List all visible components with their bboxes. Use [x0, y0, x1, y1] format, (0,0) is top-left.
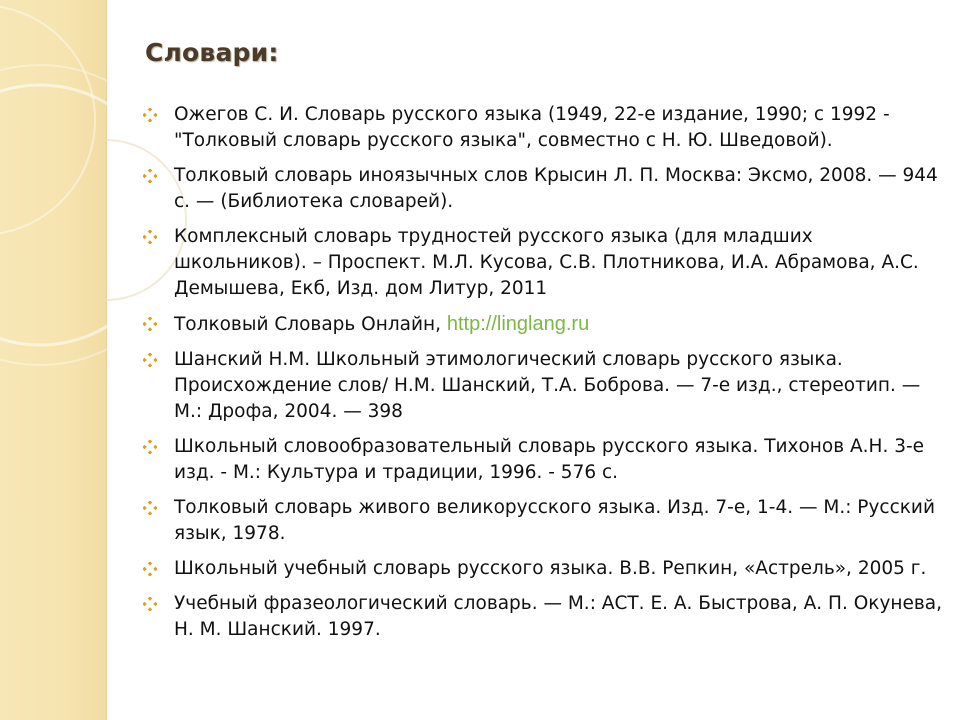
diamond-cluster-icon — [143, 353, 157, 367]
list-item — [143, 495, 943, 547]
list-item-text: Учебный фразеологический словарь. — М.: АСТ. Е. А. Быстрова, А. П. Окунева, Н. М. Шанский. 1997. — [174, 593, 942, 640]
list-item-text: Школьный словообразовательный словарь русского языка. Тихонов А.Н. 3-е изд. - М.: Культура и традиции, 1996. - 576 с. — [174, 436, 925, 483]
diamond-cluster-icon — [143, 597, 157, 611]
list-item — [143, 591, 943, 643]
linglang-link[interactable]: http://linglang.ru — [446, 313, 590, 335]
diamond-cluster-icon — [143, 108, 157, 122]
list-item-text: Шанский Н.М. Школьный этимологический словарь русского языка. Происхождение слов/ Н.М. Шанский, Т.А. Боброва. — 7-е изд., стереотип. — М.: Дрофа, 2004. — 398 — [174, 349, 921, 422]
list-item — [143, 163, 943, 215]
diamond-cluster-icon — [143, 169, 157, 183]
diamond-cluster-icon — [143, 562, 157, 576]
list-item — [143, 102, 943, 154]
slide-title: Словари: — [145, 38, 279, 67]
dictionary-list — [143, 102, 943, 652]
diamond-cluster-icon — [143, 317, 157, 331]
list-item — [143, 347, 943, 425]
list-item — [143, 311, 943, 338]
list-item-text: Комплексный словарь трудностей русского языка (для младших школьников). – Проспект. М.Л. Кусова, С.В. Плотникова, И.А. Абрамова, А.С. Демышева, Екб, Изд. дом Литур, 2011 — [174, 226, 919, 299]
list-item — [143, 434, 943, 486]
list-item-text: Толковый словарь живого великорусского языка. Изд. 7-е, 1-4. — М.: Русский язык, 1978. — [174, 497, 935, 544]
diamond-cluster-icon — [143, 440, 157, 454]
diamond-cluster-icon — [143, 230, 157, 244]
list-item — [143, 556, 943, 582]
diamond-cluster-icon — [143, 501, 157, 515]
list-item-text: Толковый Словарь Онлайн, — [174, 314, 447, 335]
list-item-text: Школьный учебный словарь русского языка. В.В. Репкин, «Астрель», 2005 г. — [174, 558, 927, 579]
list-item-text: Ожегов С. И. Словарь русского языка (1949, 22-е издание, 1990; с 1992 - "Толковый словарь русского языка", совместно с Н. Ю. Шведовой). — [174, 104, 890, 151]
list-item — [143, 224, 943, 302]
list-item-text: Толковый словарь иноязычных слов Крысин Л. П. Москва: Эксмо, 2008. — 944 с. — (Библиотека словарей). — [174, 165, 938, 212]
left-decorative-band — [0, 0, 107, 720]
